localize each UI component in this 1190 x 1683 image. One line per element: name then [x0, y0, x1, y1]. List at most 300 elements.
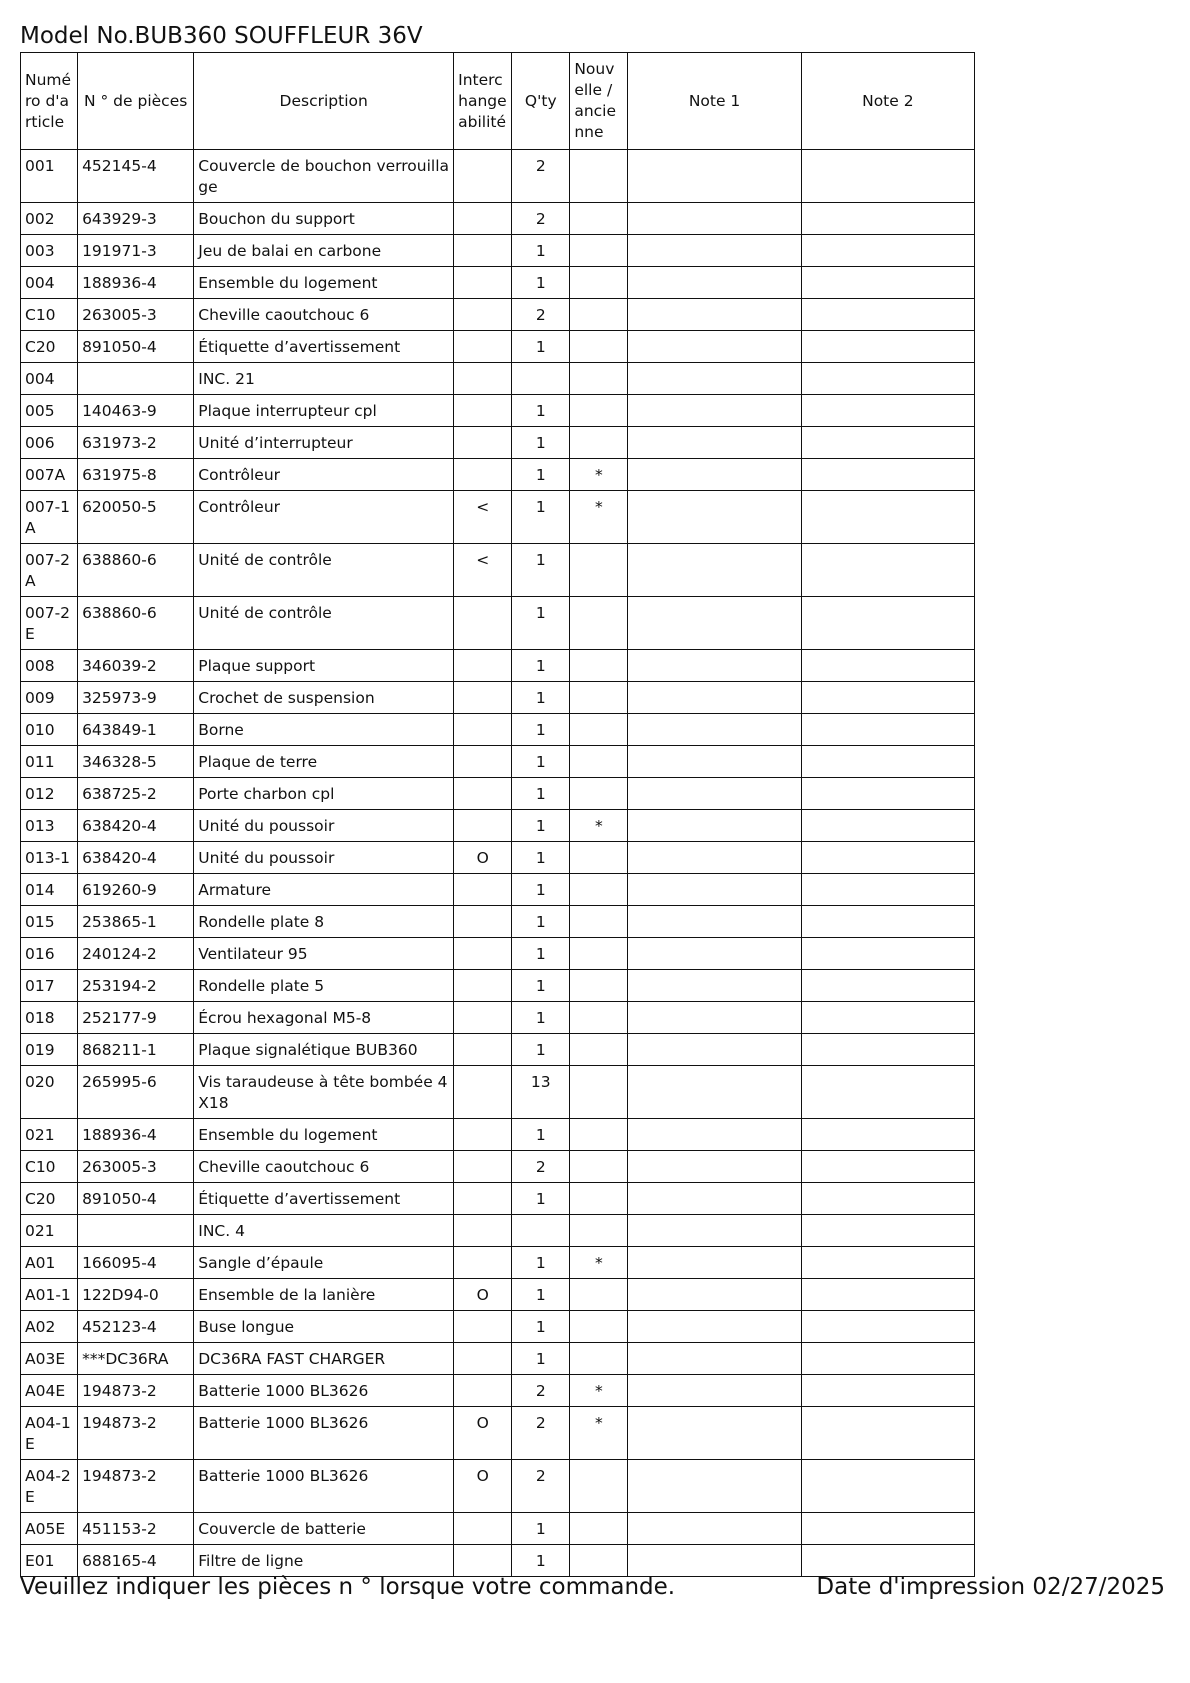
- cell-qty: 1: [512, 842, 570, 874]
- cell-item-no: 018: [21, 1002, 78, 1034]
- cell-description: DC36RA FAST CHARGER: [194, 1343, 454, 1375]
- cell-qty: 1: [512, 970, 570, 1002]
- cell-new-old: *: [570, 1407, 628, 1460]
- table-row: [21, 810, 975, 842]
- cell-new-old: *: [570, 491, 628, 544]
- cell-description: Unité de contrôle: [194, 544, 454, 597]
- cell-description: Ensemble du logement: [194, 1119, 454, 1151]
- header-item-no: Numéro d'article: [21, 53, 78, 150]
- table-row: [21, 1215, 975, 1247]
- cell-part-no: 188936-4: [78, 267, 194, 299]
- cell-note1: [628, 1343, 801, 1375]
- cell-note2: [801, 1247, 974, 1279]
- cell-item-no: 010: [21, 714, 78, 746]
- cell-interchangeability: [454, 267, 512, 299]
- cell-note1: [628, 331, 801, 363]
- cell-new-old: *: [570, 1247, 628, 1279]
- cell-qty: 1: [512, 874, 570, 906]
- header-qty: Q'ty: [512, 53, 570, 150]
- cell-qty: 1: [512, 235, 570, 267]
- page-title: Model No.BUB360 SOUFFLEUR 36V: [20, 23, 423, 49]
- table-row: [21, 203, 975, 235]
- cell-description: Contrôleur: [194, 459, 454, 491]
- cell-description: Cheville caoutchouc 6: [194, 1151, 454, 1183]
- cell-item-no: 009: [21, 682, 78, 714]
- cell-qty: 1: [512, 906, 570, 938]
- cell-note2: [801, 1343, 974, 1375]
- cell-part-no: 891050-4: [78, 331, 194, 363]
- cell-part-no: 263005-3: [78, 1151, 194, 1183]
- table-row: [21, 491, 975, 544]
- cell-part-no: 638860-6: [78, 597, 194, 650]
- cell-qty: 1: [512, 1311, 570, 1343]
- cell-note2: [801, 597, 974, 650]
- cell-note2: [801, 150, 974, 203]
- cell-part-no: 688165-4: [78, 1545, 194, 1577]
- cell-interchangeability: [454, 1375, 512, 1407]
- cell-new-old: [570, 874, 628, 906]
- cell-description: Armature: [194, 874, 454, 906]
- cell-interchangeability: [454, 1034, 512, 1066]
- table-row: [21, 363, 975, 395]
- cell-description: Unité de contrôle: [194, 597, 454, 650]
- cell-note1: [628, 363, 801, 395]
- cell-description: Rondelle plate 8: [194, 906, 454, 938]
- cell-part-no: 346039-2: [78, 650, 194, 682]
- header-note2: Note 2: [801, 53, 974, 150]
- table-row: [21, 1460, 975, 1513]
- table-row: [21, 299, 975, 331]
- cell-qty: [512, 363, 570, 395]
- cell-interchangeability: [454, 597, 512, 650]
- table-row: [21, 938, 975, 970]
- cell-qty: 2: [512, 1375, 570, 1407]
- cell-part-no: 253865-1: [78, 906, 194, 938]
- cell-interchangeability: [454, 1343, 512, 1375]
- cell-item-no: 021: [21, 1119, 78, 1151]
- table-row: [21, 1151, 975, 1183]
- cell-part-no: ***DC36RA: [78, 1343, 194, 1375]
- header-description: Description: [194, 53, 454, 150]
- cell-new-old: [570, 1343, 628, 1375]
- cell-interchangeability: O: [454, 1279, 512, 1311]
- cell-qty: 1: [512, 938, 570, 970]
- cell-item-no: C10: [21, 299, 78, 331]
- cell-part-no: 638860-6: [78, 544, 194, 597]
- cell-note2: [801, 544, 974, 597]
- cell-description: Unité du poussoir: [194, 810, 454, 842]
- table-row: [21, 682, 975, 714]
- cell-note2: [801, 746, 974, 778]
- cell-qty: 1: [512, 331, 570, 363]
- cell-qty: 1: [512, 427, 570, 459]
- cell-qty: 1: [512, 682, 570, 714]
- cell-part-no: 638420-4: [78, 842, 194, 874]
- cell-item-no: A04E: [21, 1375, 78, 1407]
- cell-interchangeability: [454, 650, 512, 682]
- cell-item-no: 016: [21, 938, 78, 970]
- cell-qty: 2: [512, 150, 570, 203]
- cell-note2: [801, 331, 974, 363]
- cell-note1: [628, 1002, 801, 1034]
- cell-new-old: [570, 746, 628, 778]
- table-header-row: [21, 53, 975, 150]
- cell-note1: [628, 1247, 801, 1279]
- cell-description: Sangle d’épaule: [194, 1247, 454, 1279]
- cell-item-no: 007-2E: [21, 597, 78, 650]
- cell-note2: [801, 1183, 974, 1215]
- cell-note1: [628, 970, 801, 1002]
- cell-note2: [801, 1513, 974, 1545]
- cell-interchangeability: [454, 459, 512, 491]
- cell-part-no: 631973-2: [78, 427, 194, 459]
- cell-note2: [801, 938, 974, 970]
- cell-part-no: 166095-4: [78, 1247, 194, 1279]
- cell-interchangeability: [454, 1066, 512, 1119]
- cell-item-no: 007-2A: [21, 544, 78, 597]
- cell-part-no: 638725-2: [78, 778, 194, 810]
- cell-qty: 2: [512, 203, 570, 235]
- table-row: [21, 874, 975, 906]
- cell-item-no: 008: [21, 650, 78, 682]
- cell-interchangeability: [454, 1151, 512, 1183]
- cell-interchangeability: [454, 331, 512, 363]
- cell-new-old: [570, 1034, 628, 1066]
- cell-item-no: 011: [21, 746, 78, 778]
- cell-new-old: [570, 427, 628, 459]
- header-interchangeability: Interchangeabilité: [454, 53, 512, 150]
- cell-new-old: [570, 1119, 628, 1151]
- cell-description: Unité d’interrupteur: [194, 427, 454, 459]
- cell-qty: [512, 1215, 570, 1247]
- table-row: [21, 1513, 975, 1545]
- cell-new-old: *: [570, 459, 628, 491]
- cell-note2: [801, 1311, 974, 1343]
- cell-note2: [801, 842, 974, 874]
- cell-part-no: 638420-4: [78, 810, 194, 842]
- cell-note1: [628, 1151, 801, 1183]
- cell-note2: [801, 682, 974, 714]
- cell-new-old: [570, 1066, 628, 1119]
- cell-item-no: 021: [21, 1215, 78, 1247]
- cell-interchangeability: [454, 150, 512, 203]
- cell-part-no: 325973-9: [78, 682, 194, 714]
- cell-part-no: 452145-4: [78, 150, 194, 203]
- footer-order-note: Veuillez indiquer les pièces n ° lorsque votre commande.: [20, 1574, 676, 1600]
- cell-part-no: 122D94-0: [78, 1279, 194, 1311]
- cell-interchangeability: [454, 1513, 512, 1545]
- cell-part-no: 194873-2: [78, 1460, 194, 1513]
- cell-item-no: A01: [21, 1247, 78, 1279]
- cell-note1: [628, 299, 801, 331]
- cell-note1: [628, 778, 801, 810]
- cell-part-no: 643849-1: [78, 714, 194, 746]
- cell-note2: [801, 235, 974, 267]
- cell-description: Borne: [194, 714, 454, 746]
- cell-qty: 1: [512, 267, 570, 299]
- cell-interchangeability: <: [454, 491, 512, 544]
- cell-part-no: 194873-2: [78, 1375, 194, 1407]
- cell-part-no: 194873-2: [78, 1407, 194, 1460]
- cell-description: Plaque support: [194, 650, 454, 682]
- cell-part-no: 619260-9: [78, 874, 194, 906]
- cell-description: Étiquette d’avertissement: [194, 1183, 454, 1215]
- cell-note1: [628, 810, 801, 842]
- cell-description: Ventilateur 95: [194, 938, 454, 970]
- cell-description: Cheville caoutchouc 6: [194, 299, 454, 331]
- cell-interchangeability: [454, 427, 512, 459]
- table-row: [21, 970, 975, 1002]
- table-row: [21, 1183, 975, 1215]
- cell-note2: [801, 267, 974, 299]
- cell-interchangeability: [454, 778, 512, 810]
- cell-note1: [628, 235, 801, 267]
- table-row: [21, 427, 975, 459]
- cell-interchangeability: [454, 1247, 512, 1279]
- cell-new-old: [570, 544, 628, 597]
- cell-part-no: 620050-5: [78, 491, 194, 544]
- cell-interchangeability: [454, 363, 512, 395]
- cell-part-no: 240124-2: [78, 938, 194, 970]
- cell-note2: [801, 714, 974, 746]
- cell-description: Plaque interrupteur cpl: [194, 395, 454, 427]
- parts-table-body: [21, 150, 975, 1577]
- cell-qty: 1: [512, 1119, 570, 1151]
- cell-note1: [628, 746, 801, 778]
- cell-interchangeability: [454, 970, 512, 1002]
- table-row: [21, 1066, 975, 1119]
- cell-note2: [801, 1407, 974, 1460]
- cell-item-no: A03E: [21, 1343, 78, 1375]
- cell-new-old: [570, 682, 628, 714]
- cell-qty: 1: [512, 810, 570, 842]
- cell-description: Batterie 1000 BL3626: [194, 1407, 454, 1460]
- cell-description: Couvercle de bouchon verrouillage: [194, 150, 454, 203]
- cell-item-no: 004: [21, 363, 78, 395]
- cell-interchangeability: [454, 906, 512, 938]
- cell-qty: 1: [512, 746, 570, 778]
- cell-interchangeability: [454, 1119, 512, 1151]
- cell-part-no: 643929-3: [78, 203, 194, 235]
- cell-new-old: [570, 906, 628, 938]
- cell-new-old: [570, 203, 628, 235]
- cell-interchangeability: [454, 1002, 512, 1034]
- cell-note2: [801, 1002, 974, 1034]
- cell-note1: [628, 1513, 801, 1545]
- table-row: [21, 842, 975, 874]
- footer-print-date: Date d'impression 02/27/2025: [816, 1574, 1165, 1600]
- table-row: [21, 746, 975, 778]
- cell-note1: [628, 874, 801, 906]
- cell-note1: [628, 1183, 801, 1215]
- cell-qty: 1: [512, 1034, 570, 1066]
- cell-note2: [801, 491, 974, 544]
- cell-new-old: *: [570, 1375, 628, 1407]
- cell-qty: 1: [512, 1002, 570, 1034]
- cell-note1: [628, 597, 801, 650]
- cell-interchangeability: [454, 1215, 512, 1247]
- cell-note1: [628, 1066, 801, 1119]
- cell-part-no: 140463-9: [78, 395, 194, 427]
- cell-new-old: [570, 395, 628, 427]
- cell-item-no: A02: [21, 1311, 78, 1343]
- cell-note2: [801, 1151, 974, 1183]
- cell-qty: 2: [512, 1460, 570, 1513]
- cell-new-old: [570, 778, 628, 810]
- cell-note1: [628, 459, 801, 491]
- table-row: [21, 1407, 975, 1460]
- cell-description: Ensemble de la lanière: [194, 1279, 454, 1311]
- table-row: [21, 544, 975, 597]
- cell-new-old: [570, 714, 628, 746]
- cell-item-no: 015: [21, 906, 78, 938]
- cell-part-no: 891050-4: [78, 1183, 194, 1215]
- header-new-old: Nouvelle / ancienne: [570, 53, 628, 150]
- cell-item-no: 004: [21, 267, 78, 299]
- cell-part-no: [78, 1215, 194, 1247]
- cell-qty: 2: [512, 299, 570, 331]
- cell-new-old: [570, 1002, 628, 1034]
- cell-note2: [801, 363, 974, 395]
- cell-part-no: 265995-6: [78, 1066, 194, 1119]
- cell-part-no: 868211-1: [78, 1034, 194, 1066]
- cell-description: Unité du poussoir: [194, 842, 454, 874]
- cell-item-no: 005: [21, 395, 78, 427]
- cell-new-old: [570, 970, 628, 1002]
- cell-note1: [628, 650, 801, 682]
- cell-qty: 1: [512, 1247, 570, 1279]
- cell-description: Vis taraudeuse à tête bombée 4X18: [194, 1066, 454, 1119]
- cell-item-no: A04-1E: [21, 1407, 78, 1460]
- cell-note2: [801, 1034, 974, 1066]
- cell-description: Ensemble du logement: [194, 267, 454, 299]
- cell-note1: [628, 544, 801, 597]
- cell-description: INC. 21: [194, 363, 454, 395]
- cell-new-old: [570, 842, 628, 874]
- cell-note1: [628, 1375, 801, 1407]
- cell-item-no: 019: [21, 1034, 78, 1066]
- cell-new-old: [570, 1279, 628, 1311]
- cell-description: Plaque de terre: [194, 746, 454, 778]
- cell-interchangeability: O: [454, 1460, 512, 1513]
- cell-note2: [801, 650, 974, 682]
- cell-item-no: 006: [21, 427, 78, 459]
- cell-qty: 1: [512, 491, 570, 544]
- cell-note2: [801, 459, 974, 491]
- cell-new-old: [570, 1460, 628, 1513]
- cell-item-no: 013: [21, 810, 78, 842]
- cell-item-no: A04-2E: [21, 1460, 78, 1513]
- cell-interchangeability: <: [454, 544, 512, 597]
- cell-new-old: [570, 331, 628, 363]
- cell-qty: 13: [512, 1066, 570, 1119]
- cell-interchangeability: [454, 1183, 512, 1215]
- cell-note1: [628, 491, 801, 544]
- cell-description: Plaque signalétique BUB360: [194, 1034, 454, 1066]
- cell-part-no: 451153-2: [78, 1513, 194, 1545]
- table-row: [21, 1311, 975, 1343]
- cell-note1: [628, 1119, 801, 1151]
- cell-qty: 2: [512, 1407, 570, 1460]
- cell-qty: 1: [512, 395, 570, 427]
- cell-description: Batterie 1000 BL3626: [194, 1460, 454, 1513]
- table-row: [21, 1279, 975, 1311]
- cell-note2: [801, 1375, 974, 1407]
- cell-item-no: E01: [21, 1545, 78, 1577]
- table-row: [21, 650, 975, 682]
- cell-qty: 1: [512, 1183, 570, 1215]
- cell-item-no: C20: [21, 1183, 78, 1215]
- cell-note2: [801, 970, 974, 1002]
- cell-new-old: [570, 150, 628, 203]
- cell-note1: [628, 1034, 801, 1066]
- cell-note2: [801, 810, 974, 842]
- cell-description: Porte charbon cpl: [194, 778, 454, 810]
- cell-part-no: 253194-2: [78, 970, 194, 1002]
- cell-interchangeability: [454, 203, 512, 235]
- cell-qty: 1: [512, 1545, 570, 1577]
- cell-description: Filtre de ligne: [194, 1545, 454, 1577]
- table-row: [21, 1247, 975, 1279]
- cell-new-old: [570, 363, 628, 395]
- cell-qty: 1: [512, 544, 570, 597]
- cell-item-no: 014: [21, 874, 78, 906]
- cell-interchangeability: [454, 235, 512, 267]
- cell-interchangeability: O: [454, 842, 512, 874]
- cell-note1: [628, 1311, 801, 1343]
- cell-note2: [801, 203, 974, 235]
- cell-new-old: [570, 597, 628, 650]
- cell-part-no: 452123-4: [78, 1311, 194, 1343]
- table-row: [21, 331, 975, 363]
- cell-part-no: 631975-8: [78, 459, 194, 491]
- cell-item-no: 012: [21, 778, 78, 810]
- cell-note2: [801, 874, 974, 906]
- cell-interchangeability: [454, 395, 512, 427]
- cell-interchangeability: [454, 938, 512, 970]
- cell-description: Jeu de balai en carbone: [194, 235, 454, 267]
- cell-new-old: *: [570, 810, 628, 842]
- cell-item-no: 020: [21, 1066, 78, 1119]
- cell-note2: [801, 1066, 974, 1119]
- cell-description: Buse longue: [194, 1311, 454, 1343]
- cell-note2: [801, 395, 974, 427]
- cell-description: Contrôleur: [194, 491, 454, 544]
- cell-part-no: 191971-3: [78, 235, 194, 267]
- cell-interchangeability: [454, 714, 512, 746]
- cell-qty: 1: [512, 714, 570, 746]
- cell-note2: [801, 299, 974, 331]
- cell-qty: 1: [512, 650, 570, 682]
- cell-interchangeability: [454, 810, 512, 842]
- cell-new-old: [570, 1151, 628, 1183]
- cell-item-no: 002: [21, 203, 78, 235]
- table-row: [21, 906, 975, 938]
- cell-note2: [801, 1119, 974, 1151]
- cell-description: Couvercle de batterie: [194, 1513, 454, 1545]
- cell-note1: [628, 1407, 801, 1460]
- table-row: [21, 714, 975, 746]
- cell-description: Écrou hexagonal M5-8: [194, 1002, 454, 1034]
- cell-new-old: [570, 267, 628, 299]
- cell-part-no: 188936-4: [78, 1119, 194, 1151]
- cell-note2: [801, 778, 974, 810]
- cell-description: Étiquette d’avertissement: [194, 331, 454, 363]
- cell-part-no: 346328-5: [78, 746, 194, 778]
- table-row: [21, 235, 975, 267]
- cell-new-old: [570, 299, 628, 331]
- cell-description: Bouchon du support: [194, 203, 454, 235]
